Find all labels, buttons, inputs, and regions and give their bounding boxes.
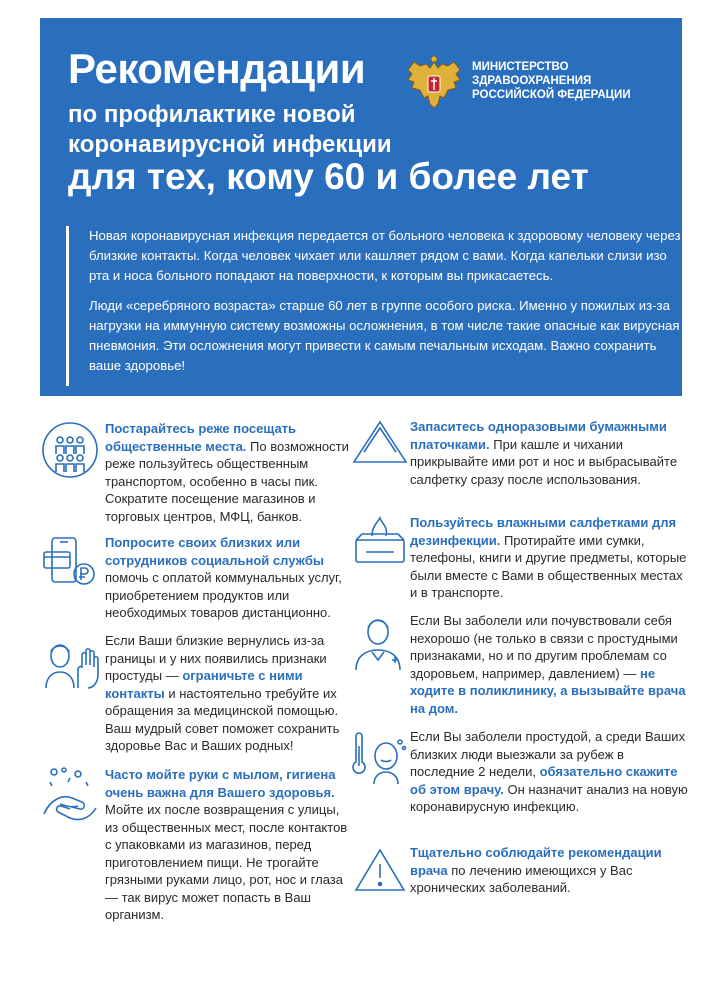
tip-body-b: Он назначит анализ на новую коронавирусную инфекцию. bbox=[410, 781, 688, 814]
intro-paragraph-2: Люди «серебряного возраста» старше 60 лет в группе особого риска. Именно у пожилых из-за нагрузки на иммунную систему возможны осложнения, в том числе такие опасные как вирусная пневмония. Эти осложнения могут привести к самым печальным исходам. Важно сохранить ваше здоровье! bbox=[89, 298, 680, 373]
hand-wash-icon bbox=[40, 766, 100, 826]
crowd-icon bbox=[40, 420, 100, 480]
tip-body-a: Если Ваши близкие вернулись из-за границы и у них появились признаки простуды — bbox=[105, 633, 327, 683]
ministry-line-2: ЗДРАВООХРАНЕНИЯ bbox=[472, 75, 592, 87]
tip-body-b: и настоятельно требуйте их обращения за медицинской помощью. Ваш мудрый совет поможет сохранить здоровье Вас и Ваших родных! bbox=[105, 685, 340, 753]
tip-text bbox=[410, 418, 690, 488]
title-audience: для тех, кому 60 и более лет bbox=[68, 156, 589, 197]
tip-text bbox=[105, 420, 350, 525]
tissue-icon bbox=[350, 418, 410, 478]
ministry-line-3: РОССИЙСКОЙ ФЕДЕРАЦИИ bbox=[472, 89, 631, 101]
stop-hand-icon bbox=[40, 632, 100, 692]
ministry-line-1: МИНИСТЕРСТВО bbox=[472, 61, 569, 73]
tip-body: по лечению имеющихся у Вас хронических заболеваний. bbox=[410, 862, 633, 895]
tip-text bbox=[410, 728, 690, 816]
tip-body: Протирайте ими сумки, телефоны, книги и другие предметы, которые были вместе с Вами в общественных местах и в транспорте. bbox=[410, 532, 687, 600]
tip-highlight: Пользуйтесь влажными салфетками для дезинфекции. bbox=[410, 515, 677, 548]
tip-highlight: Постарайтесь реже посещать общественные места. bbox=[105, 421, 297, 454]
tip-highlight: обязательно скажите об этом врачу. bbox=[410, 764, 678, 797]
tip-body-a: Если Вы заболели простудой, а среди Ваших близких люди выезжали за рубеж в последние 2 недели, bbox=[410, 729, 686, 779]
tip-body-a: Если Вы заболели или почувствовали себя нехорошо (не только в связи с простудными признаками, но и по другим проблемам со здоровьем, например, давлением) — bbox=[410, 613, 678, 681]
warning-icon bbox=[350, 844, 410, 904]
title-main: Рекомендации bbox=[68, 45, 366, 92]
wipes-box-icon bbox=[350, 514, 410, 574]
tip-highlight: Попросите своих близких или сотрудников социальной службы bbox=[105, 535, 324, 568]
tip-highlight: Запаситесь одноразовыми бумажными платочками. bbox=[410, 419, 667, 452]
ministry-name bbox=[472, 60, 631, 102]
title-line-2: по профилактике новой bbox=[68, 101, 356, 128]
tip-text bbox=[105, 632, 350, 755]
title-subtitle bbox=[68, 100, 392, 160]
thermometer-icon bbox=[350, 728, 410, 788]
tip-body: Мойте их после возвращения с улицы, из общественных мест, после контактов с упаковками из магазинов, перед приготовлением пищи. Не трогайте грязными руками лицо, рот, нос и глаза — так вирус может попасть в Ваш организм. bbox=[105, 802, 348, 922]
tip-text bbox=[105, 766, 350, 924]
tip-text bbox=[410, 514, 690, 602]
intro-paragraph-1: Новая коронавирусная инфекция передается от больного человека к здоровому человеку через близкие контакты. Когда человек чихает или кашляет рядом с вами. Когда капельки слизи изо рта и носа больного попадают на поверхности, к которым вы прикасаетесь. bbox=[89, 228, 681, 283]
header-banner bbox=[40, 18, 682, 396]
tip-body: помочь с оплатой коммунальных услуг, приобретением продуктов или необходимых товаров дистанционно. bbox=[105, 570, 342, 620]
phone-card-icon bbox=[40, 534, 100, 594]
tip-highlight: Часто мойте руки с мылом, гигиена очень важна для Вашего здоровья. bbox=[105, 767, 336, 800]
tip-text bbox=[105, 534, 350, 622]
intro-text bbox=[66, 226, 685, 386]
tip-body: По возможности реже пользуйтесь общественным транспортом, особенно в часы пик. Сократите посещение магазинов и торговых центров, МФЦ, банков. bbox=[105, 438, 349, 524]
tip-body: При кашле и чихании прикрывайте ими рот и нос и выбрасывайте салфетку сразу после использования. bbox=[410, 436, 678, 487]
tip-text bbox=[410, 612, 690, 717]
double-headed-eagle-emblem-icon bbox=[402, 52, 466, 116]
title-line-3: коронавирусной инфекции bbox=[68, 131, 392, 158]
tip-highlight: ограничьте с ними контакты bbox=[105, 668, 303, 701]
tip-highlight: не ходите в поликлинику, а вызывайте врача на дом. bbox=[410, 665, 686, 716]
tip-highlight: Тщательно соблюдайте рекомендации врача bbox=[410, 845, 662, 878]
tip-text bbox=[410, 844, 690, 897]
doctor-icon bbox=[350, 612, 410, 672]
